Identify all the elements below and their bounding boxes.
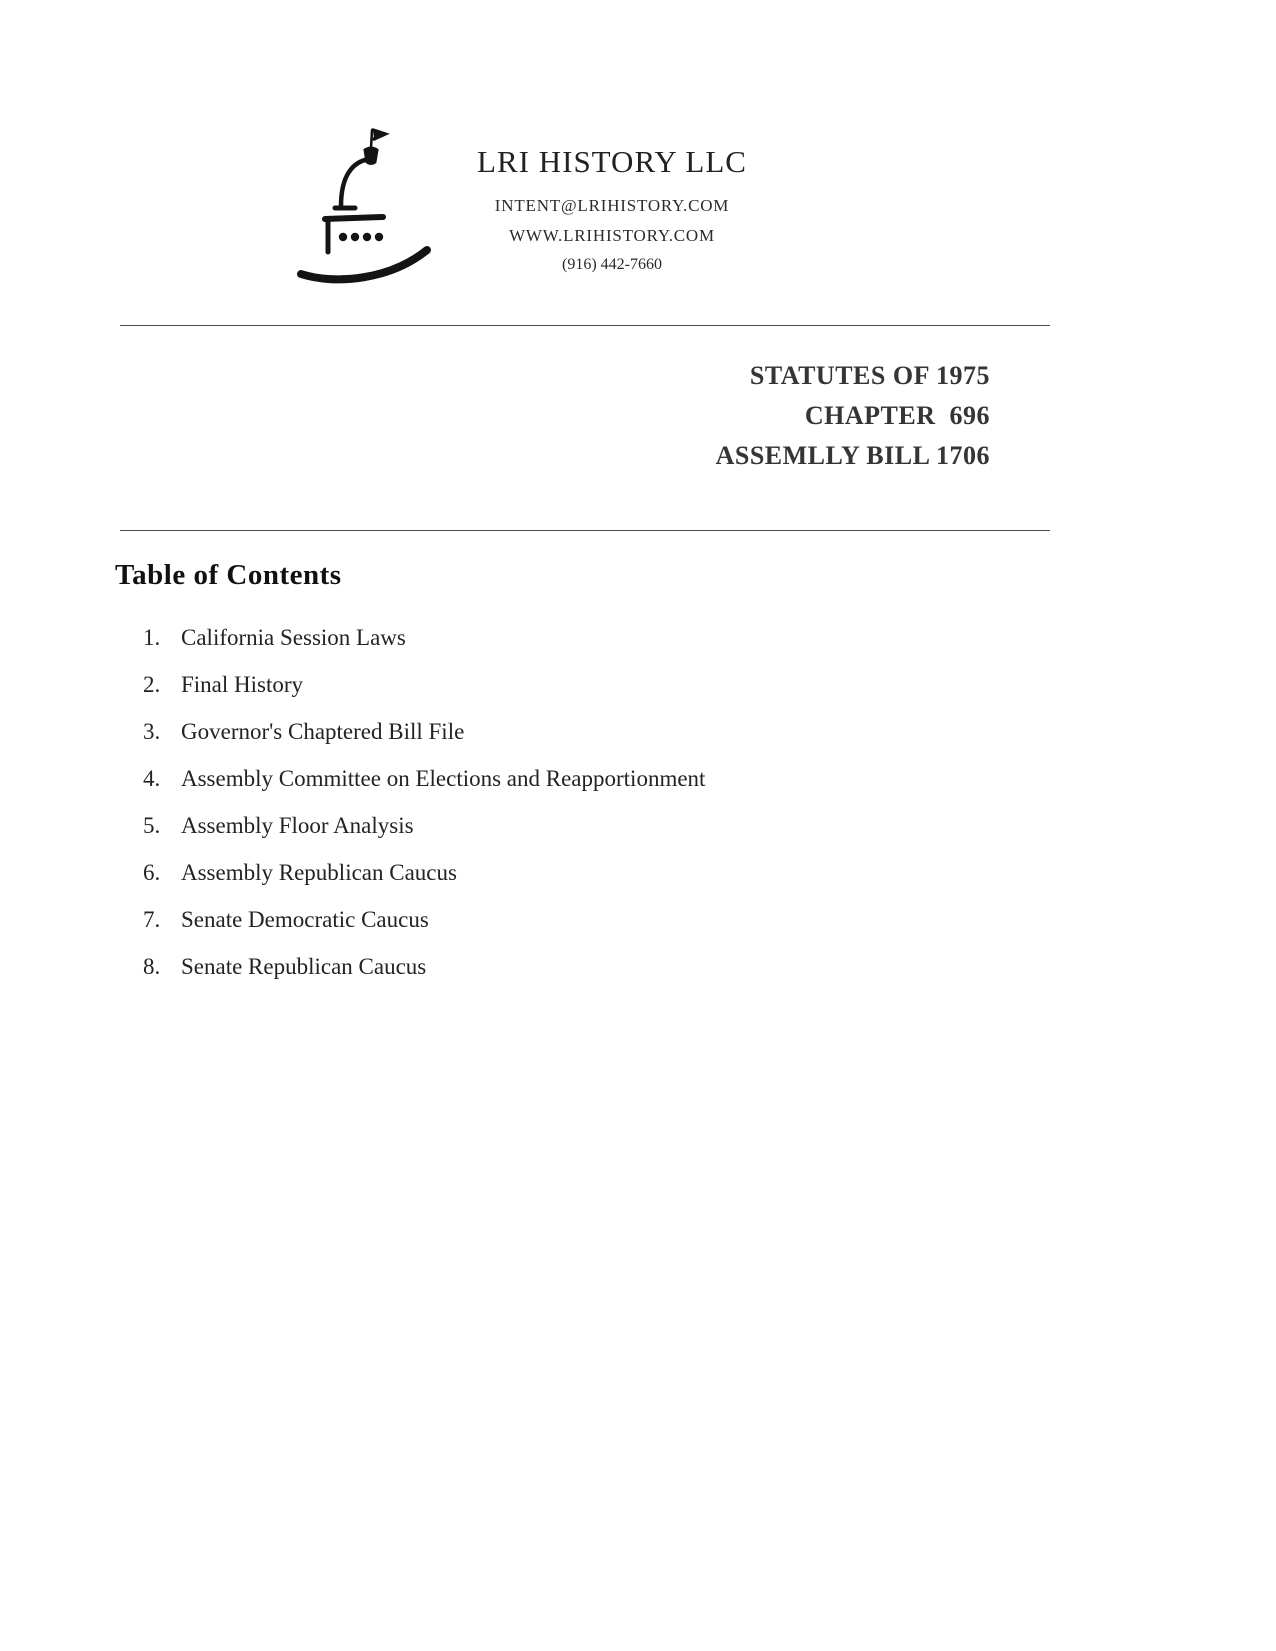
company-website: WWW.LRIHISTORY.COM (509, 226, 715, 245)
horizontal-rule-bottom (120, 530, 1050, 531)
toc-item-number: 1. (143, 625, 161, 650)
letterhead (0, 0, 1276, 287)
toc-item-label: Senate Democratic Caucus (181, 907, 429, 932)
toc-item-label: Assembly Floor Analysis (181, 813, 414, 838)
title-block (0, 356, 990, 476)
capitol-logo (295, 122, 445, 287)
toc-item-label: California Session Laws (181, 625, 406, 650)
company-name: LRI HISTORY LLC (477, 144, 747, 179)
toc-item-number: 5. (143, 813, 161, 838)
statutes-line: STATUTES OF 1975 (749, 361, 990, 390)
table-of-contents (115, 559, 1276, 981)
toc-item-number: 8. (143, 954, 161, 979)
chapter-line: CHAPTER 696 (804, 401, 990, 430)
company-block (477, 144, 747, 274)
toc-item (143, 953, 1276, 981)
toc-item-number: 2. (143, 672, 161, 697)
toc-item-number: 3. (143, 719, 161, 744)
toc-item-label: Senate Republican Caucus (181, 954, 427, 979)
horizontal-rule-top (120, 325, 1050, 326)
toc-item (143, 718, 1276, 746)
toc-list (143, 624, 1276, 981)
toc-item (143, 906, 1276, 934)
toc-item-label: Assembly Committee on Elections and Reapportionment (181, 766, 706, 791)
toc-heading: Table of Contents (115, 559, 342, 591)
capitol-logo-icon (295, 122, 445, 287)
toc-item (143, 765, 1276, 793)
toc-item-number: 7. (143, 907, 161, 932)
toc-item-label: Assembly Republican Caucus (181, 860, 457, 885)
toc-item (143, 812, 1276, 840)
toc-item (143, 859, 1276, 887)
toc-item (143, 671, 1276, 699)
toc-item-label: Governor's Chaptered Bill File (181, 719, 465, 744)
toc-item-number: 6. (143, 860, 161, 885)
toc-item-number: 4. (143, 766, 161, 791)
toc-item (143, 624, 1276, 652)
toc-item-label: Final History (181, 672, 304, 697)
bill-line: ASSEMLLY BILL 1706 (715, 441, 990, 470)
company-email: INTENT@LRIHISTORY.COM (494, 196, 730, 215)
company-phone: (916) 442-7660 (562, 256, 662, 273)
